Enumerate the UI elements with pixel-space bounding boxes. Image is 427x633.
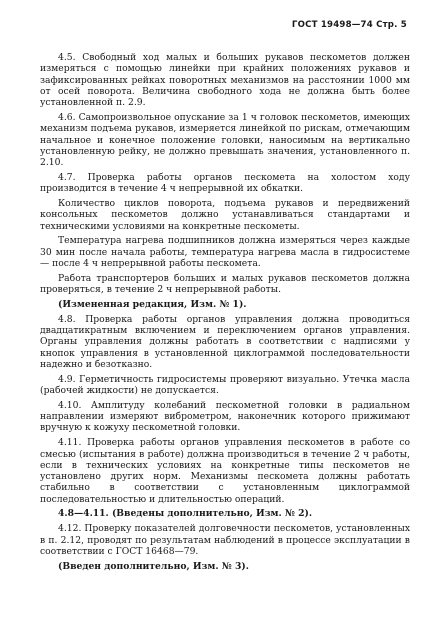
paragraph-conveyors: Работа транспортеров больших и малых рукавов пескометов должна проверяться, в течение 2 ч непрерывной работы. (40, 272, 410, 296)
page-number: Стр. 5 (376, 20, 407, 30)
paragraph-4-5: 4.5. Свободный ход малых и больших рукавов пескометов должен измеряться с помощью линейки при крайних положениях рукавов и зафиксированных рейках поворотных механизмов на расстоянии 1000 мм от осей поворота. Величина свободного хода не должна быть более установленной п. 2.9. (40, 52, 410, 109)
paragraph-4-9: 4.9. Герметичность гидросистемы проверяют визуально. Утечка масла (рабочей жидкости) не допускается. (40, 373, 410, 397)
page-header (292, 20, 407, 30)
paragraph-4-12: 4.12. Проверку показателей долговечности пескометов, установленных в п. 2.12, проводят по результатам наблюдений в процессе эксплуатации в соответствии с ГОСТ 16468—79. (40, 523, 410, 557)
paragraph-4-11: 4.11. Проверка работы органов управления пескометов в работе со смесью (испытания в работе) должна производиться в течение 2 ч работы, если в технических условиях на конкретные типы пескометов не установлено других норм. Механизмы пескомета должны работать стабильно в соответствии с установленным циклограммой последовательностью и длительностью операций. (40, 437, 410, 505)
paragraph-4-6: 4.6. Самопроизвольное опускание за 1 ч головок пескометов, имеющих механизм подъема рукавов, измеряется линейкой по рискам, отмечающим начальное и конечное положение головки, наносимым на вертикально установленную рейку, не должно превышать значения, установленного п. 2.10. (40, 111, 410, 169)
paragraph-cycles: Количество циклов поворота, подъема рукавов и передвижений консольных пескометов должно устанавливаться стандартами и техническими условиями на конкретные пескометы. (40, 198, 410, 232)
paragraph-4-10: 4.10. Амплитуду колебаний пескометной головки в радиальном направлении измеряют виброметром, наконечник которого прижимают вручную к кожуху пескометной головки. (40, 399, 410, 434)
amendment-note-3: (Введен дополнительно, Изм. № 3). (58, 560, 249, 572)
paragraph-4-8: 4.8. Проверка работы органов управления должна проводиться двадцатикратным включением и переключением органов управления. Органы управления должны работать в соответствии с надписями у кнопок управления в установленной циклограммой последовательности надежно и безотказно. (40, 313, 410, 370)
paragraph-4-7: 4.7. Проверка работы органов пескомета на холостом ходу производится в течение 4 ч непрерывной их обкатки. (40, 171, 410, 195)
document-body (40, 52, 410, 575)
amendment-note-1: (Измененная редакция, Изм. № 1). (58, 298, 247, 310)
amendment-note-2: 4.8—4.11. (Введены дополнительно, Изм. № 2). (58, 508, 313, 520)
standard-number: ГОСТ 19498—74 (291, 20, 373, 30)
paragraph-temperature: Температура нагрева подшипников должна измеряться через каждые 30 мин после начала работы, температура нагрева масла в гидросистеме — после 4 ч непрерывной работы пескомета. (40, 235, 410, 270)
